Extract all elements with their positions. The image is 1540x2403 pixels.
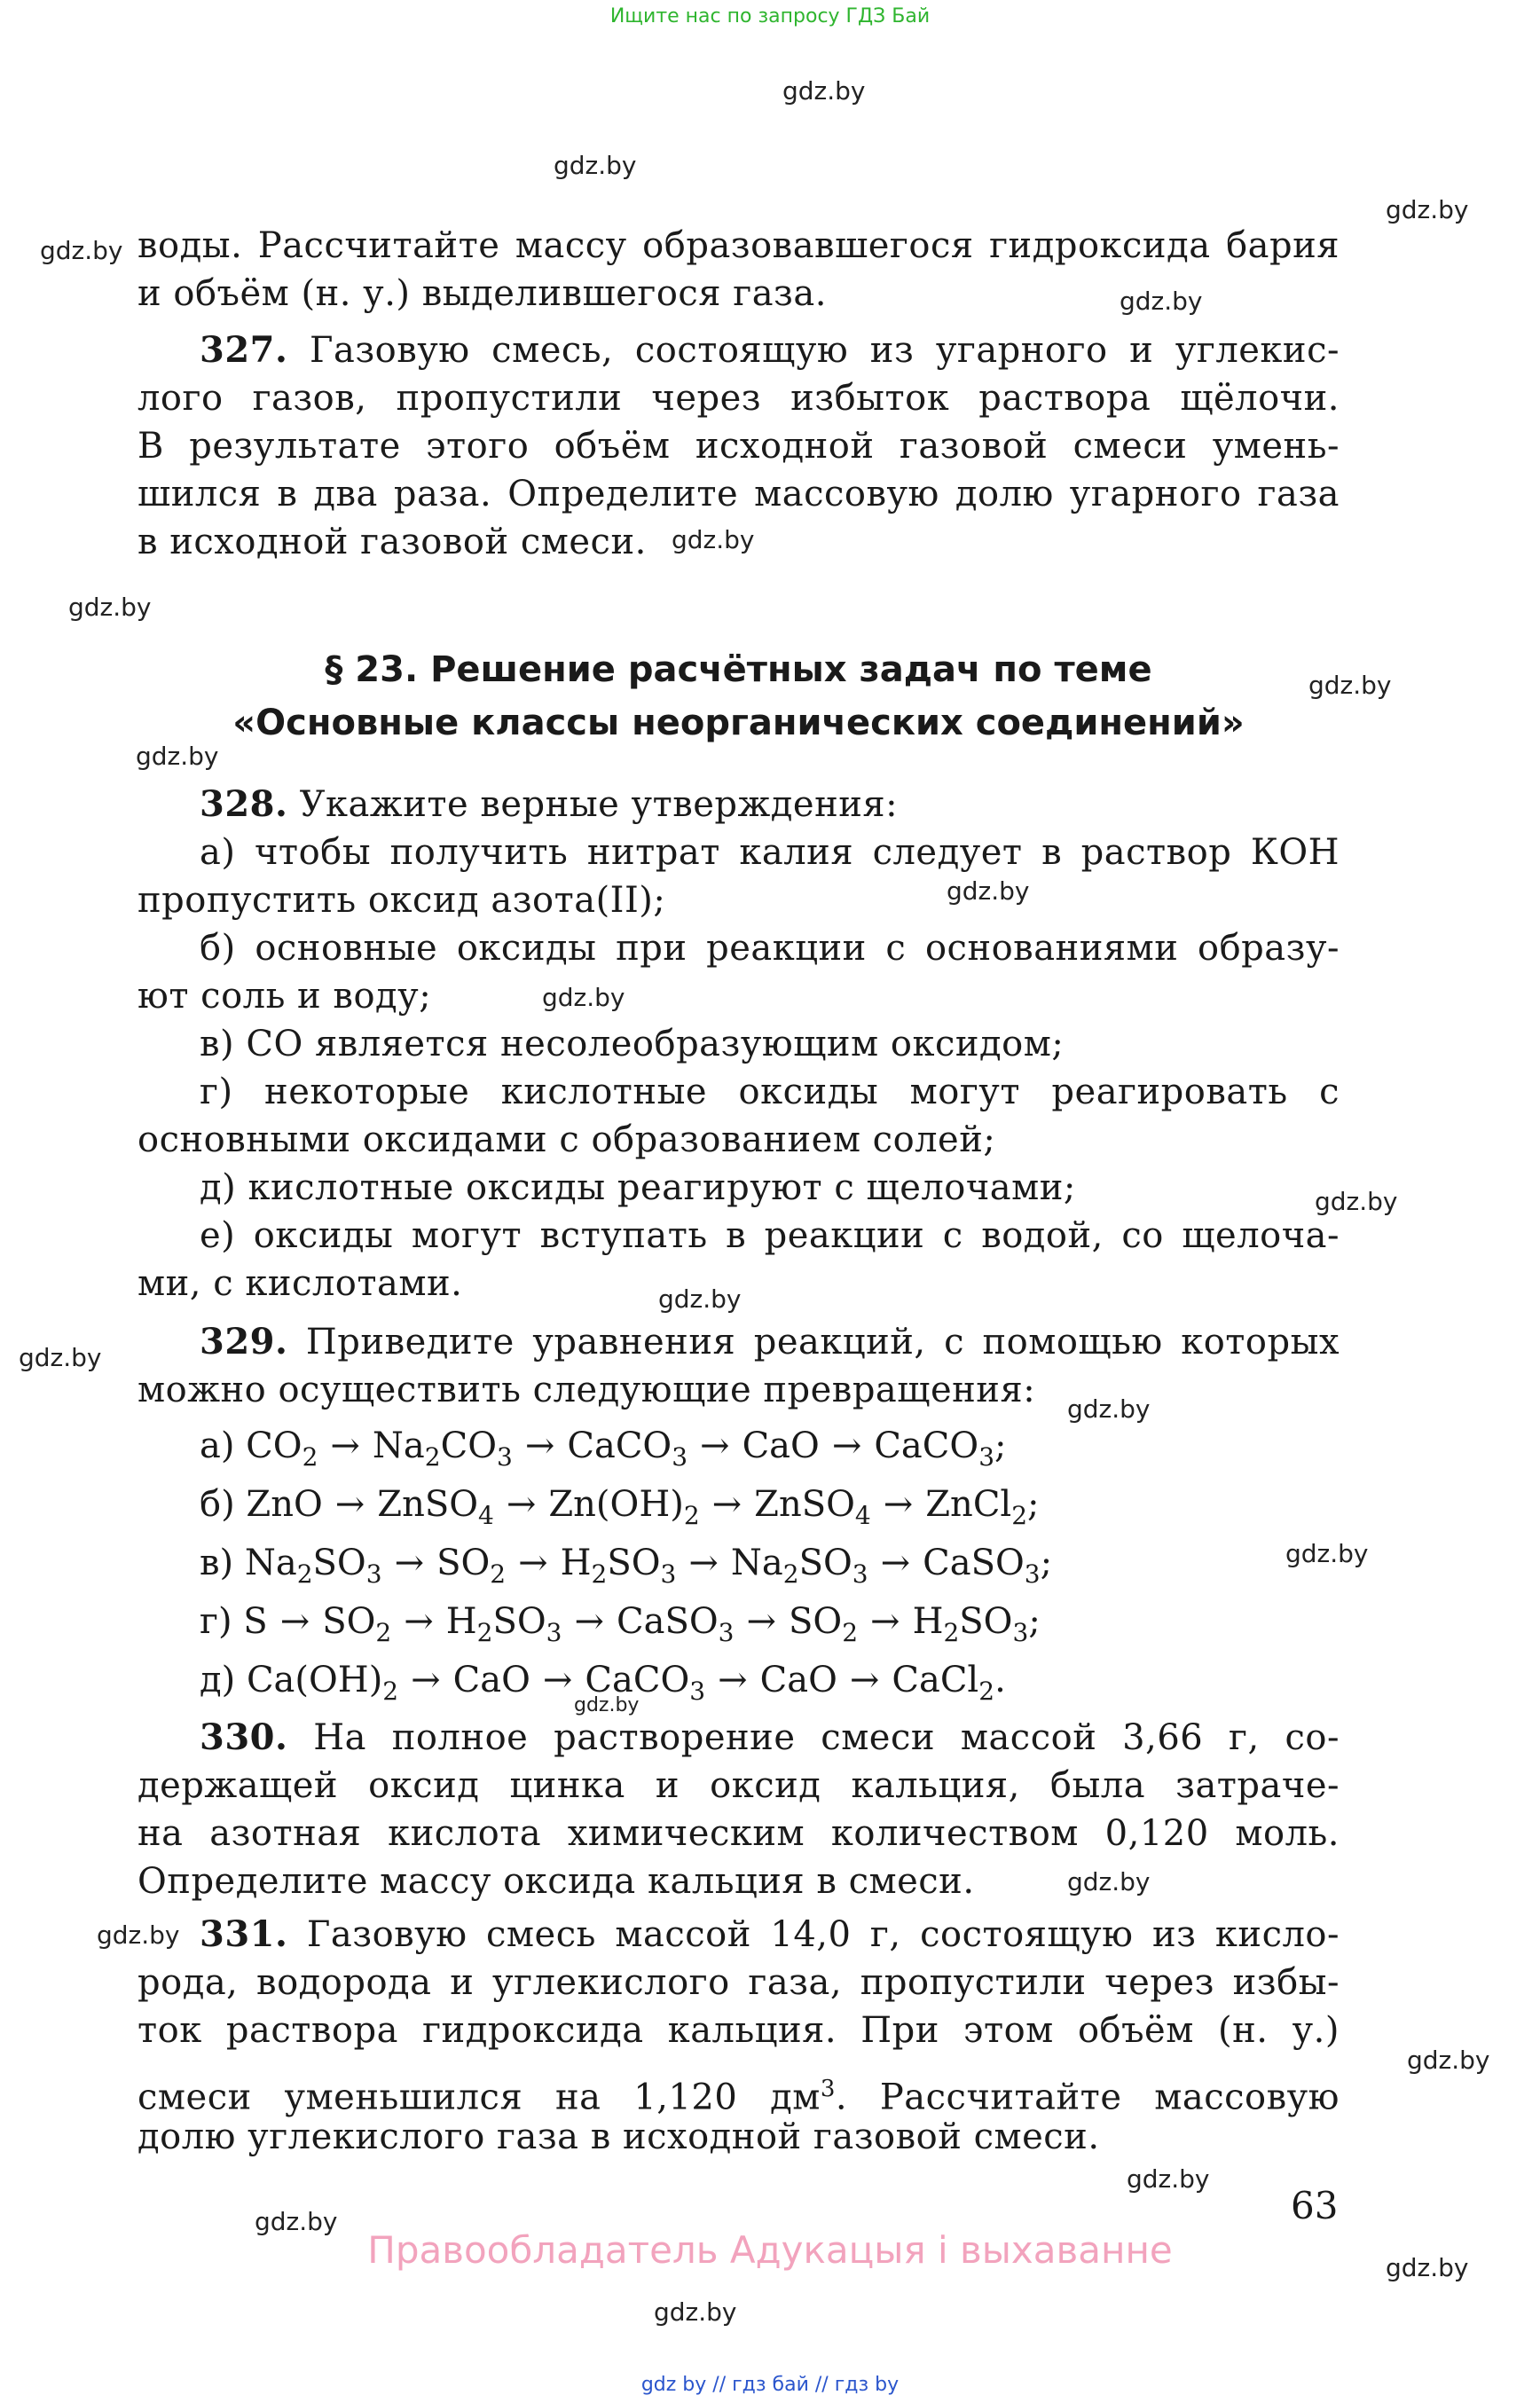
watermark: gdz.by <box>672 525 755 554</box>
chemical-formula: ZnSO$_4$ <box>377 1484 494 1530</box>
watermark: gdz.by <box>574 1694 640 1716</box>
watermark: gdz.by <box>947 876 1030 906</box>
problem-327 <box>200 326 1340 374</box>
section-subtitle: «Основные классы неорганических соединений» <box>232 703 1245 743</box>
chemical-formula: CaCO$_3$ <box>874 1425 995 1472</box>
chemical-formula: CaSO$_3$ <box>923 1543 1041 1589</box>
text-line: д) кислотные оксиды реагируют с щелочами; <box>200 1167 1076 1208</box>
superscript: 3 <box>820 2076 836 2102</box>
text-line: ток раствора гидроксида кальция. При этом объём (н. у.) <box>138 2010 1340 2051</box>
chemical-formula: $H_2SO_3$ <box>445 1601 562 1647</box>
arrow-icon: → <box>880 1543 911 1583</box>
chemical-formula: ZnO <box>246 1484 323 1525</box>
problem-329 <box>200 1318 1340 1366</box>
arrow-icon: → <box>849 1660 880 1700</box>
text-line: а) чтобы получить нитрат калия следует в раствор КОН <box>200 832 1340 873</box>
reaction-chain: в) $Na_2SO_3 \to SO_2 \to H_2SO_3 \to Na_2SO_3$ → CaSO$_3$; <box>200 1543 1053 1589</box>
arrow-icon: → <box>279 1601 310 1642</box>
arrow-icon: → <box>542 1660 573 1700</box>
text-line: Приведите уравнения реакций, с помощью которых <box>305 1322 1340 1362</box>
reaction-chain: г) $S \to SO_2 \to H_2SO_3$ → CaSO$_3$ → $SO_2 \to H_2SO_3$; <box>200 1601 1041 1647</box>
watermark: gdz.by <box>782 76 866 106</box>
chemical-formula: CaCl$_2$ <box>892 1660 995 1706</box>
watermark: gdz.by <box>1120 287 1203 316</box>
text-line: долю углекислого газа в исходной газовой смеси. <box>138 2116 1100 2157</box>
copyright-holder: Правообладатель Адукацыя і выхаванне <box>367 2228 1173 2272</box>
problem-number: 331. <box>200 1913 288 1955</box>
watermark: gdz.by <box>1407 2046 1490 2075</box>
problem-number: 327. <box>200 329 288 371</box>
arrow-icon: → <box>831 1425 862 1466</box>
text-line: воды. Рассчитайте массу образовавшегося гидроксида бария <box>138 225 1340 266</box>
chemical-formula: CaSO$_3$ <box>617 1601 735 1647</box>
text-line: На полное растворение смеси массой 3,66 г, со- <box>313 1717 1340 1758</box>
chemical-formula: $Zn(OH)_2$ <box>548 1484 700 1530</box>
watermark: gdz.by <box>19 1343 102 1372</box>
watermark: gdz.by <box>554 151 637 180</box>
problem-331 <box>200 1911 1340 1959</box>
text-line: и объём (н. у.) выделившегося газа. <box>138 273 827 314</box>
arrow-icon: → <box>334 1484 365 1525</box>
watermark: gdz.by <box>1386 2253 1469 2282</box>
watermark: gdz.by <box>136 742 219 771</box>
reaction-chain: а) $CO_2 \to Na_2CO_3$ → CaCO$_3$ → CaO → CaCO$_3$; <box>200 1425 1007 1472</box>
chemical-formula: $Ca(OH)_2$ <box>246 1660 399 1706</box>
chemical-formula: CaO <box>742 1425 820 1466</box>
text-line: на азотная кислота химическим количеством 0,120 моль. <box>138 1813 1340 1854</box>
watermark: gdz.by <box>658 1284 742 1314</box>
arrow-icon: → <box>700 1425 730 1466</box>
watermark: gdz.by <box>40 236 123 265</box>
watermark: gdz.by <box>97 1920 180 1950</box>
text-line: в исходной газовой смеси. <box>138 522 647 562</box>
chemical-formula: CaCO$_3$ <box>585 1660 706 1706</box>
arrow-icon: → <box>404 1601 434 1642</box>
reaction-chain: б) ZnO → ZnSO$_4$ → $Zn(OH)_2$ → ZnSO$_4$ → ZnCl$_2$; <box>200 1484 1040 1530</box>
text-line: основными оксидами с образованием солей; <box>138 1119 996 1160</box>
text-line: шился в два раза. Определите массовую долю угарного газа <box>138 474 1340 514</box>
problem-330 <box>200 1714 1340 1762</box>
text-line: пропустить оксид азота(II); <box>138 880 666 921</box>
chemical-formula: $SO_2$ <box>436 1543 507 1589</box>
watermark: gdz.by <box>68 593 152 622</box>
problem-number: 330. <box>200 1716 288 1758</box>
text-line: г) некоторые кислотные оксиды могут реагировать с <box>200 1072 1340 1112</box>
watermark: gdz.by <box>1315 1187 1398 1216</box>
chemical-formula: $H_2SO_3$ <box>560 1543 677 1589</box>
text-line: В результате этого объём исходной газовой смеси умень- <box>138 426 1340 467</box>
page-number: 63 <box>1291 2184 1339 2227</box>
watermark: gdz.by <box>1067 1394 1151 1424</box>
chemical-formula: CaO <box>452 1660 530 1700</box>
arrow-icon: → <box>518 1543 548 1583</box>
arrow-icon: → <box>574 1601 605 1642</box>
watermark: gdz.by <box>1285 1539 1369 1568</box>
chemical-formula: $Na_2SO_3$ <box>730 1543 868 1589</box>
text-line: держащей оксид цинка и оксид кальция, была затраче- <box>138 1765 1340 1806</box>
chemical-formula: $SO_2$ <box>322 1601 392 1647</box>
chemical-formula: ZnSO$_4$ <box>754 1484 871 1530</box>
chemical-formula: CaCO$_3$ <box>567 1425 688 1472</box>
arrow-icon: → <box>688 1543 719 1583</box>
arrow-icon: → <box>394 1543 425 1583</box>
watermark: gdz.by <box>1386 195 1469 224</box>
chemical-formula: $SO_2$ <box>789 1601 859 1647</box>
watermark: gdz.by <box>654 2297 737 2327</box>
watermark: gdz.by <box>1127 2164 1210 2194</box>
problem-number: 328. <box>200 783 288 825</box>
section-title: § 23. Решение расчётных задач по теме <box>325 649 1152 690</box>
text-line: лого газов, пропустили через избыток раствора щёлочи. <box>138 378 1340 419</box>
top-search-note: Ищите нас по запросу ГДЗ Бай <box>609 5 931 27</box>
chemical-formula: $CO_2$ <box>246 1425 318 1472</box>
text-fragment: смеси уменьшился на 1,120 дм <box>138 2077 821 2118</box>
chemical-formula: $Na_2CO_3$ <box>372 1425 513 1472</box>
chemical-formula: S <box>243 1601 268 1642</box>
chain-label: б) <box>200 1484 247 1525</box>
chain-label: в) <box>200 1543 245 1583</box>
text-line: ми, с кислотами. <box>138 1263 463 1304</box>
watermark: gdz.by <box>542 983 625 1012</box>
chain-label: д) <box>200 1660 247 1700</box>
arrow-icon: → <box>411 1660 441 1700</box>
text-line: в) СО является несолеобразующим оксидом; <box>200 1024 1065 1064</box>
text-line: ют соль и воду; <box>138 976 432 1017</box>
chemical-formula: $H_2SO_3$ <box>912 1601 1029 1647</box>
chain-label: а) <box>200 1425 247 1466</box>
footer-links: gdz by // гдз бай // гдз by <box>640 2374 900 2396</box>
reaction-chain: д) $Ca(OH)_2$ → CaO → CaCO$_3$ → CaO → CaCl$_2$. <box>200 1660 1006 1706</box>
arrow-icon: → <box>883 1484 914 1525</box>
chemical-formula: $Na_2SO_3$ <box>244 1543 382 1589</box>
arrow-icon: → <box>524 1425 555 1466</box>
chemical-formula: ZnCl$_2$ <box>925 1484 1028 1530</box>
text-line: е) оксиды могут вступать в реакции с водой, со щелоча- <box>200 1215 1340 1256</box>
text-line: Газовую смесь, состоящую из угарного и углекис- <box>310 330 1340 371</box>
text-line: Укажите верные утверждения: <box>299 784 899 825</box>
arrow-icon: → <box>330 1425 360 1466</box>
arrow-icon: → <box>711 1484 742 1525</box>
chemical-formula: CaO <box>759 1660 837 1700</box>
text-line: можно осуществить следующие превращения: <box>138 1370 1036 1410</box>
text-fragment: . Рассчитайте массовую <box>835 2077 1340 2118</box>
arrow-icon: → <box>718 1660 748 1700</box>
problem-number: 329. <box>200 1321 288 1362</box>
chain-label: г) <box>200 1601 244 1642</box>
text-line: б) основные оксиды при реакции с основаниями образу- <box>200 928 1340 969</box>
arrow-icon: → <box>746 1601 777 1642</box>
problem-328 <box>200 781 1340 828</box>
arrow-icon: → <box>506 1484 537 1525</box>
watermark: gdz.by <box>1067 1867 1151 1896</box>
text-line: Газовую смесь массой 14,0 г, состоящую из кисло- <box>306 1914 1340 1955</box>
text-line: Определите массу оксида кальция в смеси. <box>138 1861 975 1902</box>
arrow-icon: → <box>870 1601 900 1642</box>
watermark: gdz.by <box>255 2207 338 2236</box>
watermark: gdz.by <box>1308 671 1392 700</box>
text-line: рода, водорода и углекислого газа, пропустили через избы- <box>138 1962 1340 2003</box>
